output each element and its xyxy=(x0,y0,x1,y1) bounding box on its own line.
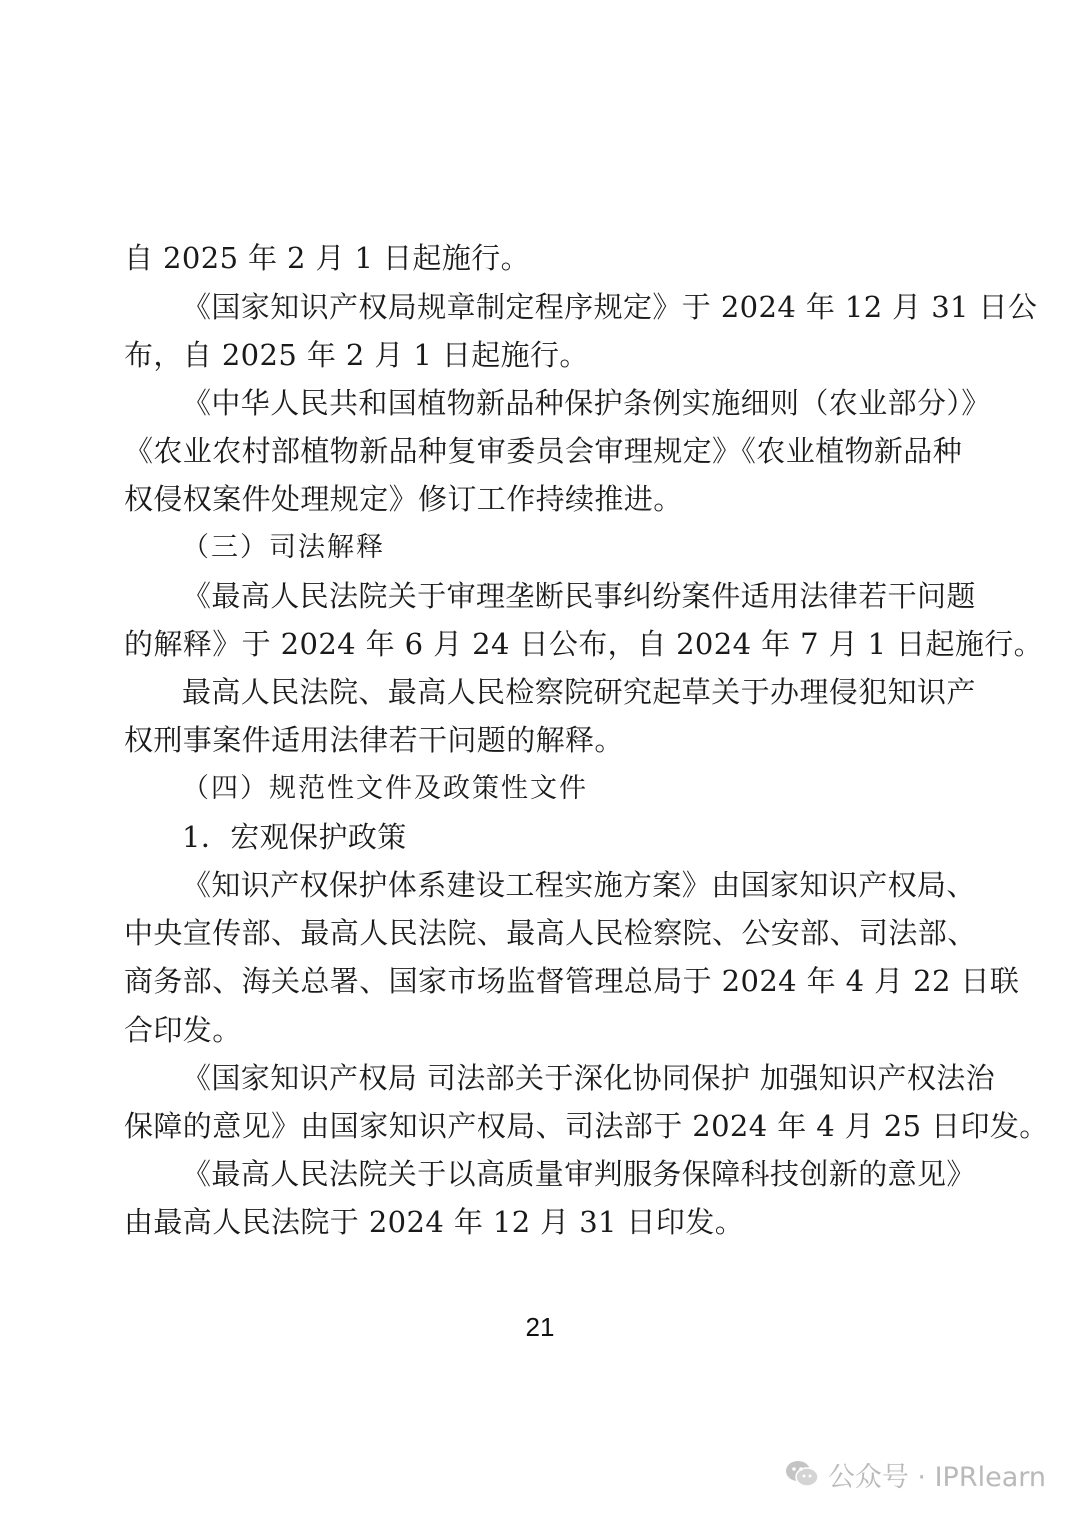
page-number: 21 xyxy=(525,1312,555,1342)
text-line: 中央宣传部、最高人民法院、最高人民检察院、公安部、司法部、 xyxy=(124,916,977,950)
watermark-text: 公众号 · IPRlearn xyxy=(827,1461,1046,1493)
text-line: 《中华人民共和国植物新品种保护条例实施细则（农业部分）》 xyxy=(182,386,991,420)
text-line: 自 2025 年 2 月 1 日起施行。 xyxy=(124,241,531,275)
text-line: 《最高人民法院关于以高质量审判服务保障科技创新的意见》 xyxy=(182,1157,976,1191)
text-line: 由最高人民法院于 2024 年 12 月 31 日印发。 xyxy=(124,1205,745,1239)
text-line: 布，自 2025 年 2 月 1 日起施行。 xyxy=(124,338,589,372)
text-line: 《国家知识产权局规章制定程序规定》于 2024 年 12 月 31 日公 xyxy=(182,290,1038,324)
watermark xyxy=(784,1454,1046,1494)
section-heading: （四）规范性文件及政策性文件 xyxy=(182,773,588,804)
text-line: 《农业农村部植物新品种复审委员会审理规定》《农业植物新品种 xyxy=(124,434,963,468)
text-line: 《国家知识产权局 司法部关于深化协同保护 加强知识产权法治 xyxy=(182,1061,996,1095)
text-line: 最高人民法院、最高人民检察院研究起草关于办理侵犯知识产 xyxy=(182,675,976,709)
text-line: 商务部、海关总署、国家市场监督管理总局于 2024 年 4 月 22 日联 xyxy=(124,964,1020,998)
wechat-icon xyxy=(784,1458,820,1490)
section-heading: （三）司法解释 xyxy=(182,532,385,563)
text-line: 《知识产权保护体系建设工程实施方案》由国家知识产权局、 xyxy=(182,868,976,902)
text-line: 的解释》于 2024 年 6 月 24 日公布，自 2024 年 7 月 1 日起施行。 xyxy=(124,627,1044,661)
text-line: 保障的意见》由国家知识产权局、司法部于 2024 年 4 月 25 日印发。 xyxy=(124,1109,1049,1143)
text-line: 权刑事案件适用法律若干问题的解释。 xyxy=(124,723,624,757)
text-line: 合印发。 xyxy=(124,1013,242,1047)
text-line: 《最高人民法院关于审理垄断民事纠纷案件适用法律若干问题 xyxy=(182,579,976,613)
subsection-heading: 1．宏观保护政策 xyxy=(182,820,407,854)
text-line: 权侵权案件处理规定》修订工作持续推进。 xyxy=(124,482,683,516)
